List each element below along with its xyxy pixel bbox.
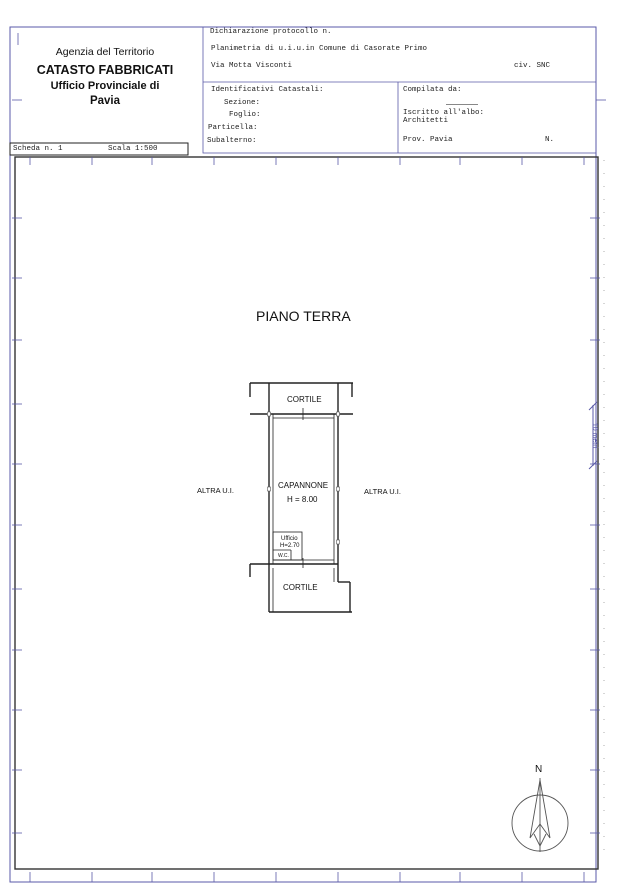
catasto-title: CATASTO FABBRICATI [36,63,174,77]
compiled-by-underline [446,104,478,105]
other-unit-right-label: ALTRA U.I. [364,487,401,496]
other-unit-left-label: ALTRA U.I. [197,486,234,495]
cortile-top-label: CORTILE [287,395,322,404]
office-label: Ufficio Provinciale di [50,80,160,92]
number-label: N. [545,136,555,144]
protocol-label: Dichiarazione protocollo n. [210,28,332,36]
foglio-label: Foglio: [229,111,261,119]
profession-label: Architetti [403,117,449,125]
province-label: Prov. Pavia [403,136,453,144]
identifiers-title: Identificativi Catastali: [211,86,324,94]
particella-label: Particella: [208,124,258,132]
capannone-label: CAPANNONE [278,481,329,490]
scheda-label: Scheda n. 1 [13,145,63,153]
civic-label: civ. SNC [514,62,551,70]
capannone-height: H = 8.00 [287,495,318,504]
scale-label: Scala 1:500 [108,145,158,153]
scale-bar-label: 10 metri [591,422,599,449]
ufficio-label: Ufficio [281,536,298,542]
sezione-label: Sezione: [224,99,261,107]
planimetry-label: Planimetria di u.i.u.in Comune di Casorate Primo [211,45,428,53]
subalterno-label: Subalterno: [207,137,257,145]
ufficio-height: H=2.70 [280,543,300,549]
province-name: Pavia [89,95,121,107]
floor-title: PIANO TERRA [256,308,351,324]
cortile-bottom-label: CORTILE [283,583,318,592]
registered-label: Iscritto all'albo: [403,109,485,117]
address-label: Via Motta Visconti [211,62,293,70]
wc-label: W.C. [278,553,289,559]
compiled-by-label: Compilata da: [403,86,462,94]
north-label: N [535,764,543,775]
agency-name: Agenzia del Territorio [55,46,155,58]
